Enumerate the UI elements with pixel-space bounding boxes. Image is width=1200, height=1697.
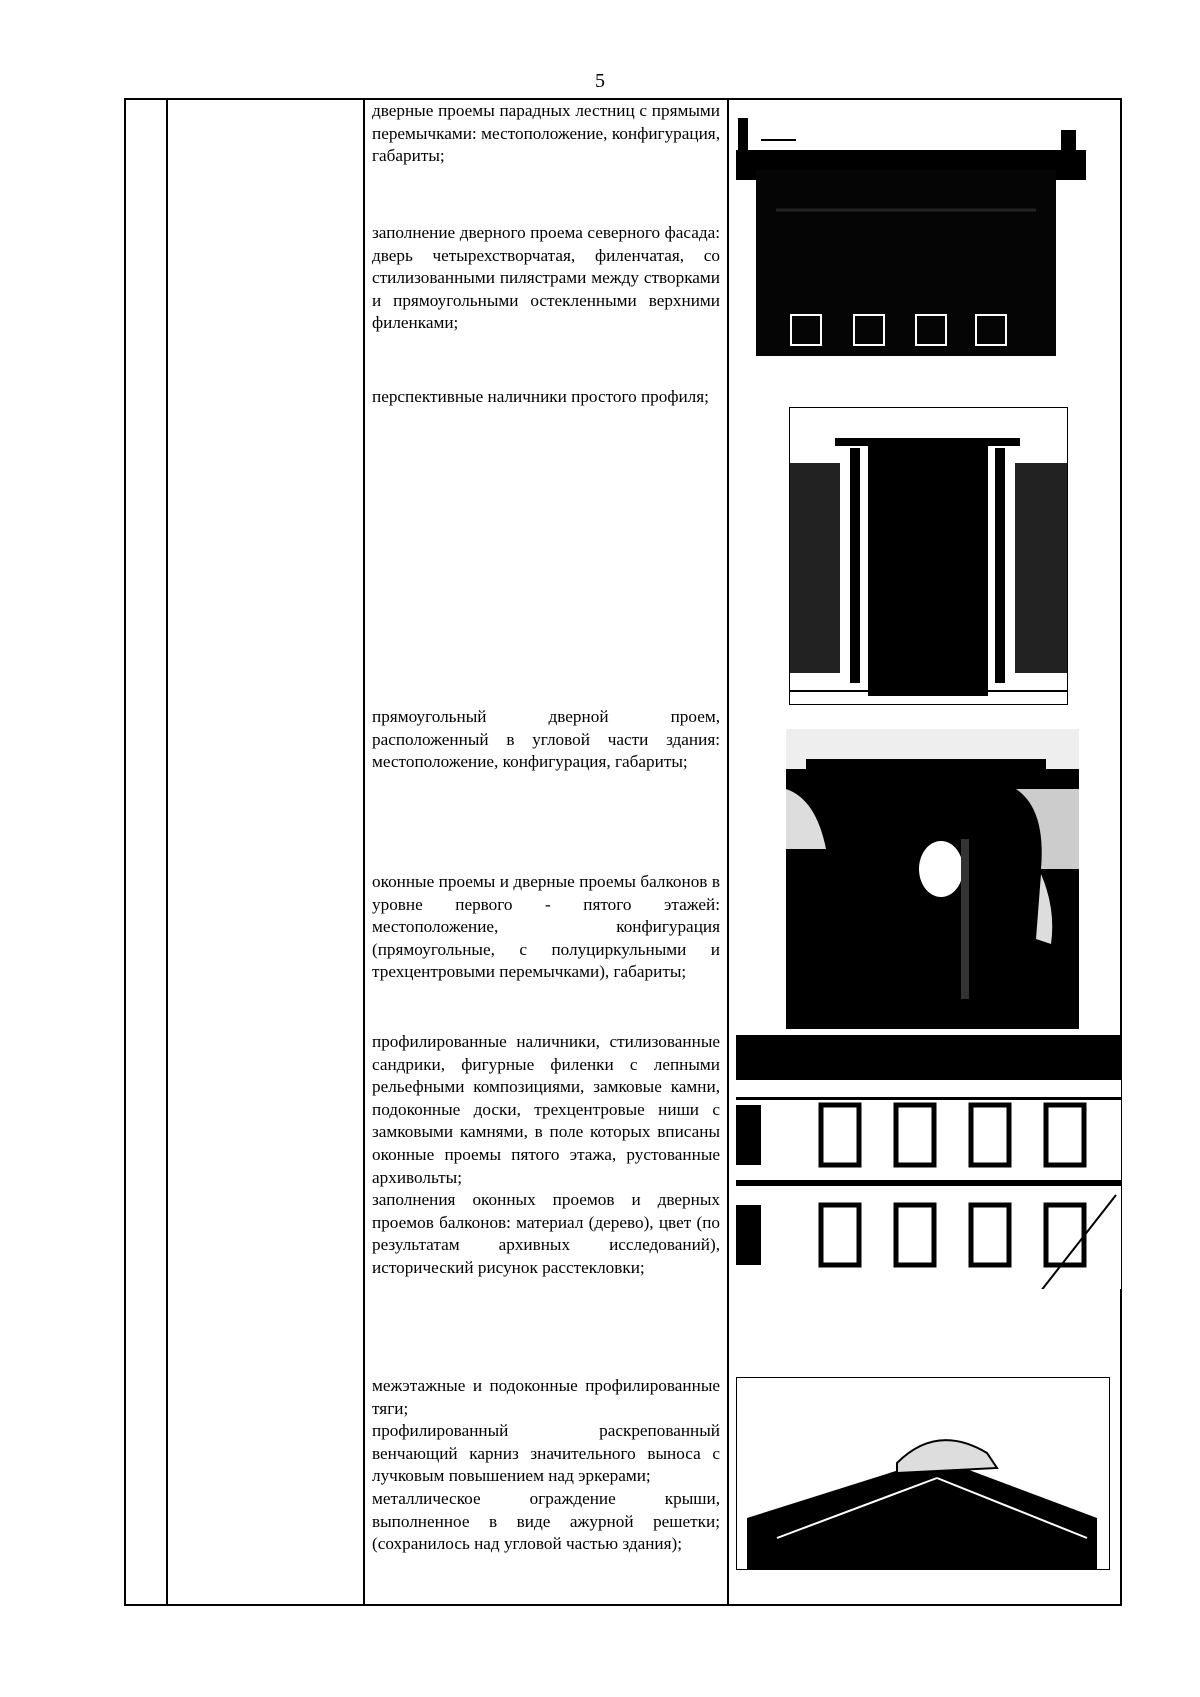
page-number: 5	[595, 70, 605, 92]
paragraph-text: заполнение дверного проема северного фасада: дверь четырехстворчатая, филенчатая, со стилизованными пилястрами между створками и прямоугольными остекленными верхними филенками;	[372, 223, 720, 333]
paragraph-text: профилированные наличники, стилизованные сандрики, фигурные филенки с лепными рельефными композициями, замковые камни, подоконные доски, трехцентровые ниши с замковыми камнями, в поле которых вписаны оконные проемы пятого этажа, рустованные архивольты;	[372, 1032, 720, 1187]
column-divider	[166, 100, 168, 1604]
paragraph-trims	[372, 386, 720, 409]
paragraph-window-decor	[372, 1031, 720, 1280]
photo-door-trims	[789, 407, 1068, 705]
paragraph-text: перспективные наличники простого профиля;	[372, 387, 709, 406]
paragraph-text: заполнения оконных проемов и дверных проемов балконов: материал (дерево), цвет (по результатам архивных исследований), исторический рисунок расстекловки;	[372, 1190, 720, 1277]
photo-roof-cornice	[736, 1377, 1110, 1570]
paragraph-text: оконные проемы и дверные проемы балконов в уровне первого - пятого этажей: местоположение, конфигурация (прямоугольные, с полуциркульными и трехцентровыми перемычками), габариты;	[372, 872, 720, 982]
paragraph-text: профилированный раскрепованный венчающий карниз значительного выноса с лучковым повышением над эркерами;	[372, 1421, 720, 1486]
paragraph-text: межэтажные и подоконные профилированные тяги;	[372, 1376, 720, 1418]
column-divider	[727, 100, 729, 1604]
column-divider	[363, 100, 365, 1604]
paragraph-text: металлическое ограждение крыши, выполненное в виде ажурной решетки; (сохранилось над угловой частью здания);	[372, 1488, 720, 1554]
paragraph-cornice-roof	[372, 1375, 720, 1556]
photo-staircase-door	[736, 110, 1086, 356]
paragraph-window-openings	[372, 871, 720, 984]
paragraph-text: дверные проемы парадных лестниц с прямыми перемычками: местоположение, конфигурация, габариты;	[372, 101, 720, 166]
paragraph-corner-door	[372, 706, 720, 774]
photo-corner-door	[786, 729, 1079, 1029]
paragraph-staircase-doors	[372, 100, 720, 168]
paragraph-text: прямоугольный дверной проем, расположенный в угловой части здания: местоположение, конфигурация, габариты;	[372, 707, 720, 772]
photo-facade-windows	[736, 1035, 1121, 1289]
paragraph-north-door-filling	[372, 222, 720, 335]
